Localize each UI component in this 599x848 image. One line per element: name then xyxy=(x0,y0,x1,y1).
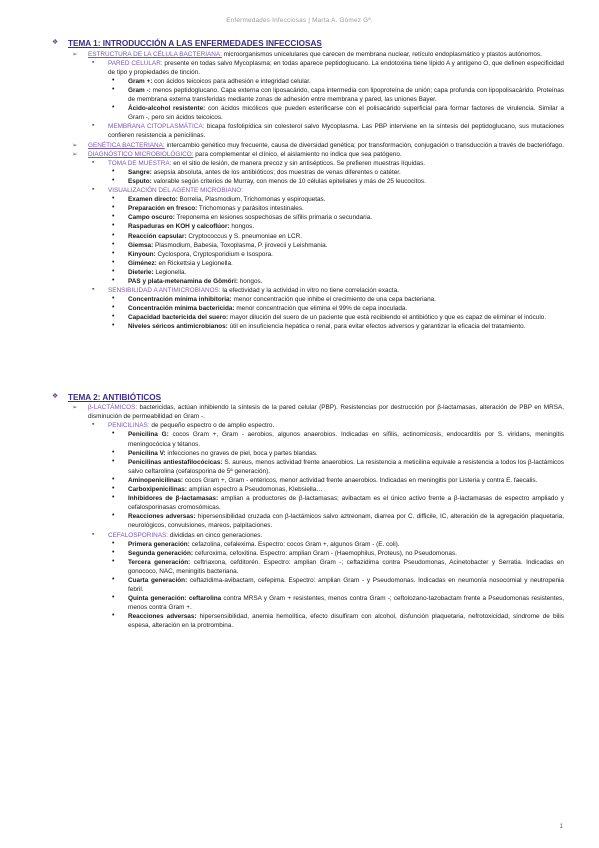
arrow-bullet-icon: ➢ xyxy=(72,404,78,412)
dot-bullet-icon: • xyxy=(112,213,115,221)
item-sangre: • Sangre: asepsia absoluta, antes de los antibióticos; dos muestras de venas diferentes o catéter. xyxy=(112,167,401,176)
arrow-bullet-icon: ➢ xyxy=(72,141,78,149)
dot-bullet-icon: • xyxy=(112,276,115,284)
square-bullet-icon: ▪ xyxy=(92,58,95,66)
item-acido-alcohol: • Ácido-alcohol resistente: con ácidos micólicos que pueden esterificarse con el polisacárido superficial para formar factores de virulencia. Similar a Gram -, pero sin ácidos teicoicos. xyxy=(112,104,564,122)
dot-bullet-icon: • xyxy=(112,167,115,175)
dot-bullet-icon: • xyxy=(112,204,115,212)
list-item: • Quinta generación: ceftarolina contra MRSA y Gram + resistentes, menos contra Gram -; ceftolozano-tazobactam frente a Pseudomonas resistentes, menos contra Gram +. xyxy=(112,594,564,612)
page-header: Enfermedades Infecciosas | Marta A. Gómez Gª. xyxy=(226,17,373,24)
list-item: • Campo oscuro: Treponema en lesiones sospechosas de sífilis primaria o secundaria. xyxy=(112,213,373,222)
arrow-bullet-icon: ➢ xyxy=(72,150,78,158)
dot-bullet-icon: • xyxy=(112,594,115,602)
list-item: • Penicilina G: cocos Gram +, Gram - aerobios, algunos anaerobios. Indicadas en sífilis, actinomicosis, endocarditis por S. viridans, meningitis meningocócica y tétanos. xyxy=(112,430,564,448)
visualizacion-list xyxy=(52,195,564,286)
list-item: • Primera generación: cefazolina, cefalexima. Espectro: cocos Gram +, algunos Gram - (E. coli). xyxy=(112,539,400,548)
list-item: • Aminopenicilinas: cocos Gram +, Gram - entéricos, menor actividad frente anaerobios. Indicadas en meningitis por Listeria y contra E. faecalis. xyxy=(112,475,538,484)
arrow-bullet-icon: ➢ xyxy=(72,50,78,58)
list-item: • Reacción capsular: Cryptococcus y S. pneumoniae en LCR. xyxy=(112,231,303,240)
item-cefalosporinas: ▪ CEFALOSPORINAS: divididas en cinco generaciones. xyxy=(92,530,263,539)
dot-bullet-icon: • xyxy=(112,304,115,312)
dot-bullet-icon: • xyxy=(112,575,115,583)
list-item: • Cuarta generación: ceftazidima-avibactam, cefepima. Espectro: amplian Gram - y Pseudomonas. Indicadas en neumonía nosocomial y neutropenia febril. xyxy=(112,575,564,594)
item-betalactamicos: ➢ β-LACTÁMICOS: bactericidas, actúan inhibiendo la síntesis de la pared celular (PBP). Resistencias por destrucción por β-lactamasas, alteración de PBP en MRSA, disminución de permeabilidad en Gram -. xyxy=(72,404,564,421)
list-item: • Giemsa: Plasmodium, Babesia, Toxoplasma, P. jirovecii y Leishmania. xyxy=(112,240,328,249)
list-item: • Kinyoun: Cyclospora, Cryptosporidium e Isospora. xyxy=(112,249,273,258)
list-item: • Preparación en fresco: Trichomonas y parásitos intestinales. xyxy=(112,204,304,213)
section-title-1: ❖ TEMA 1: INTRODUCCIÓN A LAS ENFERMEDADES INFECCIOSAS xyxy=(52,39,322,48)
dot-bullet-icon: • xyxy=(112,548,115,556)
dot-bullet-icon: • xyxy=(112,240,115,248)
list-item: • Raspaduras en KOH y calcoflúor: hongos. xyxy=(112,222,255,231)
square-bullet-icon: ▪ xyxy=(92,122,95,130)
list-item: • Penicilina V: infecciones no graves de piel, boca y partes blandas. xyxy=(112,448,318,457)
item-estructura: ➢ ESTRUCTURA DE LA CÉLULA BACTERIANA: microorganismos unicelulares que carecen de membrana nuclear, retículo endoplasmático y plastos autónomos. xyxy=(72,50,542,58)
dot-bullet-icon: • xyxy=(112,612,115,620)
square-bullet-icon: ▪ xyxy=(92,286,95,294)
list-item: • Reacciones adversas: hipersensibilidad cruzada con β-lactámicos salvo aztreonam, diarrea por C. difficile, IC, alteración de la agregación plaquetaria, neurológicos, convulsiones, mareos, palpitaciones. xyxy=(112,512,564,530)
list-item: • Reacciones adversas: hipersensibilidad, anemia hemolítica, efecto disulfiram con alcohol, disfunción plaquetaria, nefrotoxicidad, síndrome de bilis espesa, alteración en la protrombina. xyxy=(112,612,564,630)
dot-bullet-icon: • xyxy=(112,475,115,483)
dot-bullet-icon: • xyxy=(112,267,115,275)
dot-bullet-icon: • xyxy=(112,258,115,266)
item-membrana: ▪ MEMBRANA CITOPLASMÁTICA: bicapa fosfolipídica sin colesterol salvo Mycoplasma. Las PBP interviene en la síntesis del peptidoglucano, sus mutaciones confieren resistencia a penicilinas. xyxy=(92,122,564,140)
dot-bullet-icon: • xyxy=(112,448,115,456)
item-diagnostico: ➢ DIAGNÓSTICO MICROBIOLÓGICO: para complementar el clínico, el aislamiento no indica que sea patógeno. xyxy=(72,150,402,158)
list-item: • PAS y plata-metenamina de Gömöri: hongos. xyxy=(112,276,263,285)
page-content xyxy=(52,38,564,631)
item-penicilinas: ▪ PENICILINAS: de pequeño espectro o de amplio espectro. xyxy=(92,421,275,430)
dot-bullet-icon: • xyxy=(112,457,115,465)
square-bullet-icon: ▪ xyxy=(92,421,95,429)
diamond-bullet-icon: ❖ xyxy=(52,39,59,46)
item-gram-neg: • Gram -: menos peptidoglucano. Capa externa con liposacárido, capa intermedia con lipoproteína de unión; capa profunda con lipopolisacárido. Proteínas de membrana externa transferidas mediante zonas de adhesión entre membrana y pared, las uniones Bayer. xyxy=(112,86,564,104)
item-sensibilidad: ▪ SENSIBILIDAD A ANTIMICROBIANOS: la efectividad y la actividad in vitro no tiene correlación exacta. xyxy=(92,286,399,295)
diamond-bullet-icon: ❖ xyxy=(52,392,59,400)
dot-bullet-icon: • xyxy=(112,195,115,203)
dot-bullet-icon: • xyxy=(112,249,115,257)
list-item: • Carboxipenicilinas: amplian espectro a Pseudomonas, Klebsiella… xyxy=(112,485,323,494)
dot-bullet-icon: • xyxy=(112,430,115,438)
dot-bullet-icon: • xyxy=(112,512,115,520)
square-bullet-icon: ▪ xyxy=(92,158,95,166)
list-item: • Examen directo: Borrelia, Plasmodium, Trichomonas y espiroquetas. xyxy=(112,195,326,204)
dot-bullet-icon: • xyxy=(112,104,115,112)
dot-bullet-icon: • xyxy=(112,557,115,565)
item-toma-muestra: ▪ TOMA DE MUESTRA: en el sitio de lesión, de manera precoz y sin antisépticos. Se prefieren muestras líquidas. xyxy=(92,158,426,167)
dot-bullet-icon: • xyxy=(112,322,115,330)
page-number: 1 xyxy=(559,823,563,830)
cefalosporinas-list xyxy=(52,540,564,631)
list-item: • Concentración mínima inhibitoria: menor concentración que inhibe el crecimiento de una cepa bacteriana. xyxy=(112,295,436,304)
dot-bullet-icon: • xyxy=(112,231,115,239)
section-title-2: ❖ TEMA 2: ANTIBIÓTICOS xyxy=(52,392,162,402)
item-visualizacion: ▪ VISUALIZACIÓN DEL AGENTE MICROBIANO: xyxy=(92,186,244,195)
list-item: • Niveles séricos antimicrobianos: útil en insuficiencia hepática o renal, para evitar efectos adversos y garantizar la eficacia del tratamiento. xyxy=(112,322,526,331)
dot-bullet-icon: • xyxy=(112,539,115,547)
dot-bullet-icon: • xyxy=(112,76,115,84)
list-item: • Dieterle: Legionella. xyxy=(112,267,187,276)
dot-bullet-icon: • xyxy=(112,485,115,493)
dot-bullet-icon: • xyxy=(112,313,115,321)
list-item: • Giménez: en Rickettsia y Legionella. xyxy=(112,258,233,267)
list-item: • Tercera generación: ceftriaxona, cefditorén. Espectro: amplian Gram -; ceftazidima contra Pseudomonas, Acinetobacter y Serratia. Indicadas en gonococo, NAC, meningitis bacteriana. xyxy=(112,557,564,575)
penicilinas-list xyxy=(52,430,564,530)
list-item: • Penicilinas antiestafilocócicas: S. aureus, menos actividad frente anaerobios. La resistencia a meticilina equivale a resistencia a todos los β-lactámicos salvo ceftarolina (cefalosporina de 5ª generación). xyxy=(112,457,565,475)
dot-bullet-icon: • xyxy=(112,86,115,94)
sensibilidad-list xyxy=(52,295,564,331)
dot-bullet-icon: • xyxy=(112,295,115,303)
dot-bullet-icon: • xyxy=(112,494,115,502)
square-bullet-icon: ▪ xyxy=(92,530,95,538)
list-item: • Segunda generación: cefuroxima, cefoxitina. Espectro: amplian Gram - (Haemophilus, Proteus), no Pseudomonas. xyxy=(112,548,457,557)
item-pared: ▪ PARED CELULAR: presente en todas salvo Mycoplasma; en todas aparece peptidoglucano. La endotoxina tiene lípido A y antígeno O, que definen especificidad de tipo y propiedades de tinción. xyxy=(92,58,564,76)
item-gram-pos: • Gram +: con ácidos teicoicos para adhesión e integridad celular. xyxy=(112,76,311,85)
dot-bullet-icon: • xyxy=(112,222,115,230)
dot-bullet-icon: • xyxy=(112,176,115,184)
square-bullet-icon: ▪ xyxy=(92,186,95,194)
list-item: • Inhibidores de β-lactamasas: amplian a productores de β-lactamasas; avibactam es el único activo frente a β-lactamasas de espectro ampliado y cefalosporinasas cromosómicas. xyxy=(112,494,564,512)
list-item: • Concentración mínima bactericida: menor concentración que elimina el 99% de cepa inoculada. xyxy=(112,304,408,313)
item-genetica: ➢ GENÉTICA BACTERIANA: intercambio genético muy frecuente, causa de diversidad genética; por transformación, conjugación o transducción a través de bacteriófago. xyxy=(72,141,564,149)
list-item: • Capacidad bactericida del suero: mayor dilución del suero de un paciente que está recibiendo el antibiótico y que es capaz de eliminar el inóculo. xyxy=(112,313,547,322)
item-esputo: • Esputo: valorable según criterios de Murray, con menos de 10 células epiteliales y más de 25 leucocitos. xyxy=(112,176,426,185)
